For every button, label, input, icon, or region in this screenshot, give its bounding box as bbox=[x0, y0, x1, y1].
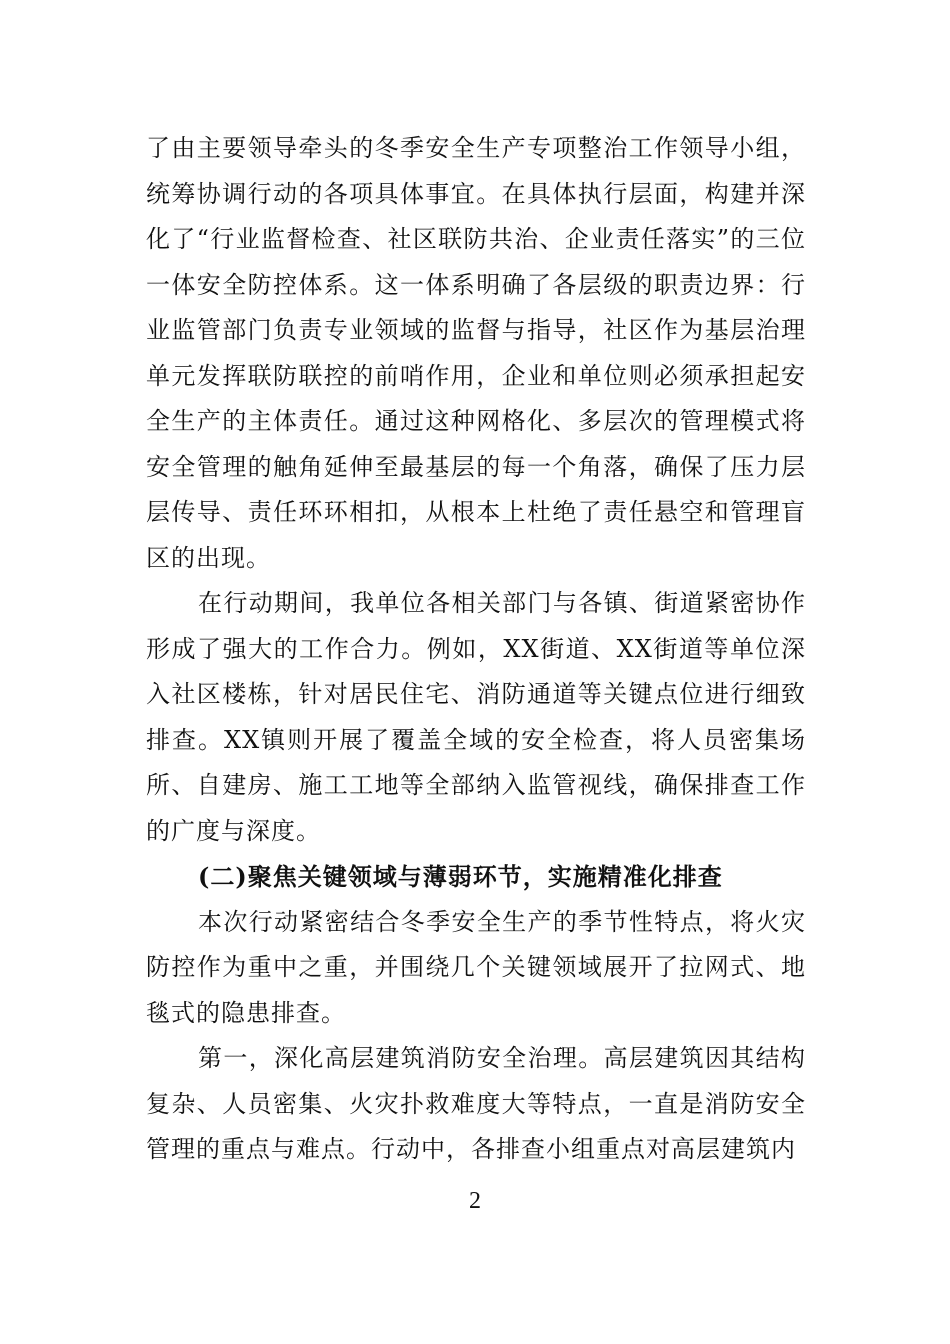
paragraph-cooperation: 在行动期间，我单位各相关部门与各镇、街道紧密协作形成了强大的工作合力。例如，XX街道、XX街道等单位深入社区楼栋，针对居民住宅、消防通道等关键点位进行细致排查。XX镇则开展了覆盖全域的安全检查，将人员密集场所、自建房、施工工地等全部纳入监管视线，确保排查工作的广度与深度。 bbox=[146, 589, 806, 845]
document-body bbox=[146, 126, 806, 1173]
section-heading: (二)聚焦关键领域与薄弱环节，实施精准化排查 bbox=[198, 862, 723, 891]
paragraph-seasonal-focus: 本次行动紧密结合冬季安全生产的季节性特点，将火灾防控作为重中之重，并围绕几个关键领域展开了拉网式、地毯式的隐患排查。 bbox=[146, 907, 806, 1027]
paragraph-high-rise: 第一，深化高层建筑消防安全治理。高层建筑因其结构复杂、人员密集、火灾扑救难度大等特点，一直是消防安全管理的重点与难点。行动中，各排查小组重点对高层建筑内 bbox=[146, 1044, 806, 1163]
paragraph-continuation: 了由主要领导牵头的冬季安全生产专项整治工作领导小组，统筹协调行动的各项具体事宜。在具体执行层面，构建并深化了“行业监督检查、社区联防共治、企业责任落实”的三位一体安全防控体系。这一体系明确了各层级的职责边界：行业监管部门负责专业领域的监督与指导，社区作为基层治理单元发挥联防联控的前哨作用，企业和单位则必须承担起安全生产的主体责任。通过这种网格化、多层次的管理模式将安全管理的触角延伸至最基层的每一个角落，确保了压力层层传导、责任环环相扣，从根本上杜绝了责任悬空和管理盲区的出现。 bbox=[146, 134, 806, 572]
page-number: 2 bbox=[469, 1188, 481, 1214]
